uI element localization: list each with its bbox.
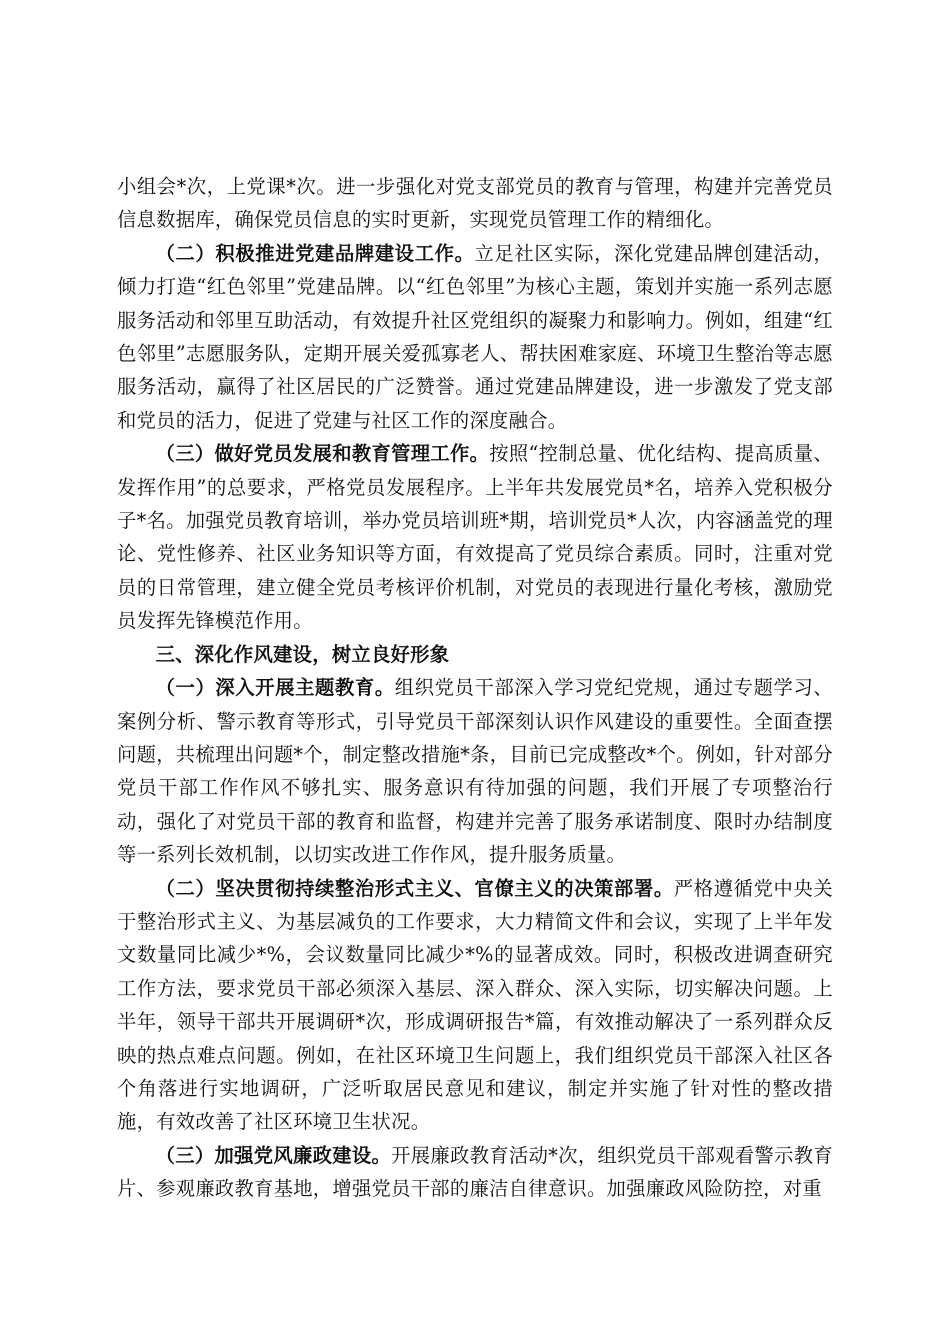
section-heading [117, 638, 833, 671]
subheading-lead: （三）做好党员发展和教育管理工作。 [155, 442, 490, 466]
paragraph-member-development [117, 437, 833, 637]
paragraph-text: 立足社区实际，深化党建品牌创建活动，倾力打造“红色邻里”党建品牌。以“红色邻里”为核心主题，策划并实施一系列志愿服务活动和邻里互助活动，有效提升社区党组织的凝聚力和影响力。例如，组建“红色邻里”志愿服务队，定期开展关爱孤寡老人、帮扶困难家庭、环境卫生整治等志愿服务活动，赢得了社区居民的广泛赞誉。通过党建品牌建设，进一步激发了党支部和党员的活力，促进了党建与社区工作的深度融合。 [117, 241, 833, 432]
paragraph-integrity-building [117, 1139, 833, 1206]
paragraph-party-brand [117, 237, 833, 437]
paragraph-theme-education [117, 671, 833, 871]
paragraph-text: 小组会*次，上党课*次。进一步强化对党支部党员的教育与管理，构建并完善党员信息数据库，确保党员信息的实时更新，实现党员管理工作的精细化。 [117, 175, 833, 232]
section-heading-text: 三、深化作风建设，树立良好形象 [155, 642, 450, 666]
subheading-lead: （二）积极推进党建品牌建设工作。 [155, 241, 475, 265]
subheading-lead: （一）深入开展主题教育。 [155, 676, 395, 700]
subheading-lead: （二）坚决贯彻持续整治形式主义、官僚主义的决策部署。 [155, 876, 674, 900]
subheading-lead: （三）加强党风廉政建设。 [155, 1143, 392, 1167]
paragraph-text: 开展廉政教育活动*次，组织党员干部观看警示教育片、参观廉政教育基地，增强党员干部的廉洁自律意识。加强廉政风险防控，对重 [117, 1143, 833, 1201]
paragraph-formalism-rectification [117, 872, 833, 1139]
paragraph-text: 组织党员干部深入学习党纪党规，通过专题学习、案例分析、警示教育等形式，引导党员干部深刻认识作风建设的重要性。全面查摆问题，共梳理出问题*个，制定整改措施*条，目前已完成整改*个。例如，针对部分党员干部工作作风不够扎实、服务意识有待加强的问题，我们开展了专项整治行动，强化了对党员干部的教育和监督，构建并完善了服务承诺制度、限时办结制度等一系列长效机制，以切实改进工作作风，提升服务质量。 [117, 676, 833, 867]
document-body [117, 170, 833, 1206]
paragraph-text: 严格遵循党中央关于整治形式主义、为基层减负的工作要求，大力精简文件和会议，实现了上半年发文数量同比减少*%，会议数量同比减少*%的显著成效。同时，积极改进调查研究工作方法，要求党员干部必须深入基层、深入群众、深入实际，切实解决问题。上半年，领导干部共开展调研*次，形成调研报告*篇，有效推动解决了一系列群众反映的热点难点问题。例如，在社区环境卫生问题上，我们组织党员干部深入社区各个角落进行实地调研，广泛听取居民意见和建议，制定并实施了针对性的整改措施，有效改善了社区环境卫生状况。 [117, 876, 833, 1134]
paragraph-continuation [117, 170, 833, 237]
paragraph-text: 按照“控制总量、优化结构、提高质量、发挥作用”的总要求，严格党员发展程序。上半年共发展党员*名，培养入党积极分子*名。加强党员教育培训，举办党员培训班*期，培训党员*人次，内容涵盖党的理论、党性修养、社区业务知识等方面，有效提高了党员综合素质。同时，注重对党员的日常管理，建立健全党员考核评价机制，对党员的表现进行量化考核，激励党员发挥先锋模范作用。 [117, 442, 833, 633]
